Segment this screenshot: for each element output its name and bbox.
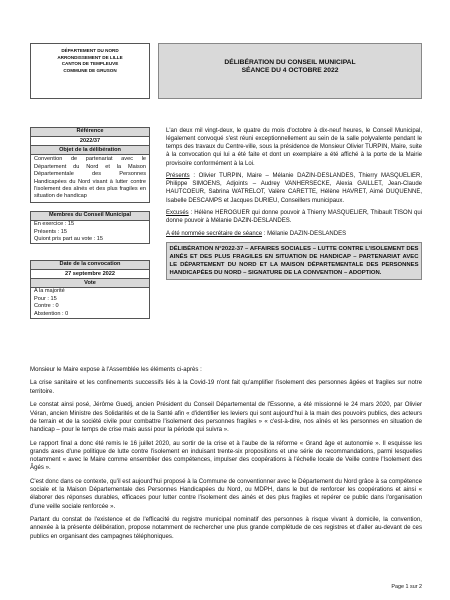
members-in-office: En exercice : 15 bbox=[34, 221, 75, 228]
members-caption: Membres du Conseil Municipal bbox=[31, 212, 149, 221]
reference-box bbox=[30, 127, 150, 203]
reference-caption: Référence bbox=[31, 128, 149, 137]
object-text: Convention de partenariat avec le Département du Nord et la Maison Départementale des Personnes Handicapées du Nord visant à lutter contre l'isolement des aînés et des plus fragiles en situation de handicap bbox=[34, 156, 146, 200]
excuses-paragraph bbox=[166, 209, 422, 225]
body-paragraph: Monsieur le Maire expose à l'Assemblée les éléments ci-après : bbox=[30, 366, 202, 373]
department-header-box bbox=[30, 43, 150, 99]
secretary-text: : Mélanie DAZIN-DESLANDES bbox=[262, 230, 347, 237]
convocation-caption: Date de la convocation bbox=[31, 261, 149, 270]
members-voting: Quiont pris part au vote : 15 bbox=[34, 235, 104, 242]
body-paragraph: Partant du constat de l'existence et de l'efficacité du registre municipal nominatif des personnes à risque vivant à domicile, la convention, annexée à la présente délibération, propose notamment de rechercher une plus grande complétude de ces registres et d'aller au-devant de ces publics en organisant des campagnes téléphoniques. bbox=[30, 516, 422, 540]
vote-abstention: Abstention : 0 bbox=[34, 310, 69, 317]
exposition-body bbox=[30, 366, 422, 546]
vote-majority: A la majorité bbox=[34, 288, 65, 295]
canton-line: CANTON DE TEMPLEUVE bbox=[61, 61, 119, 67]
convocation-date: 27 septembre 2022 bbox=[31, 270, 149, 279]
presents-text: : Olivier TURPIN, Maire – Mélanie DAZIN-DESLANDES, Thierry MASQUELIER, Philippe SIMOENS, Adjoints – Audrey VANHERSECKE, Alexia GAILLET, Jean-Claude HAUTCOEUR, Sabrina WATRELOT, Valère CARETTE, Hélène HAVRET, Aimé DUQUENNE, Isabelle DESCAMPS et Jacques DURIEU, Conseillers municipaux. bbox=[166, 173, 422, 204]
session-details bbox=[166, 127, 422, 280]
presents-label: Présents bbox=[166, 173, 190, 180]
members-box bbox=[30, 211, 150, 244]
vote-for: Pour : 15 bbox=[34, 295, 57, 302]
members-present: Présents : 15 bbox=[34, 228, 67, 235]
excuses-label: Excusés bbox=[166, 210, 189, 216]
deliberation-title-box: DÉLIBÉRATION N°2022-37 – AFFAIRES SOCIALES – LUTTE CONTRE L'ISOLEMENT DES AINÉS ET DES PLUS FRAGILES EN SITUATION DE HANDICAP – PARTENARIAT AVEC LE DÉPARTEMENT DU NORD ET LA MAISON DÉPARTEMENTALE DES PERSONNES HANDICAPÉES DU NORD – SIGNATURE DE LA CONVENTION – ADOPTION. bbox=[166, 242, 422, 280]
document-title: DÉLIBÉRATION DU CONSEIL MUNICIPAL bbox=[224, 59, 356, 66]
secretary-label: A été nommée secrétaire de séance bbox=[166, 230, 263, 237]
body-paragraph: La crise sanitaire et les confinements successifs liés à la Covid-19 n'ont fait qu'amplifier l'isolement des personnes âgées et fragiles sur notre territoire. bbox=[30, 379, 422, 395]
arrondissement-line: ARRONDISSEMENT DE LILLE bbox=[57, 54, 123, 60]
vote-against: Contre : 0 bbox=[34, 303, 59, 310]
body-paragraph: C'est donc dans ce contexte, qu'il est aujourd'hui proposé à la Commune de conventionner avec le Département du Nord grâce à sa compétence sociale et la Maison Départementale des Personnes Handicapées du Nord, ou MDPH, dans le but de renforcer les coopérations et ainsi « élaborer des réponses durables, efficaces pour lutter contre l'isolement des ainés et des plus fragiles et repérer ce public dans l'organisation d'une veille sociale renforcée ». bbox=[30, 477, 422, 510]
department-line: DÉPARTEMENT DU NORD bbox=[61, 48, 119, 53]
object-caption: Objet de la délibération bbox=[31, 146, 149, 155]
presents-paragraph bbox=[166, 172, 422, 205]
excuses-text: : Hélène HEROGUER qui donne pouvoir à Thierry MASQUELIER, Thibault TISON qui donne pouvoir à Mélanie DAZIN-DESLANDES. bbox=[166, 210, 422, 225]
title-box bbox=[158, 43, 422, 99]
reference-value: 2022/37 bbox=[31, 137, 149, 146]
convocation-box bbox=[30, 260, 150, 319]
page-number: Page 1 sur 2 bbox=[391, 584, 422, 590]
intro-paragraph: L'an deux mil vingt-deux, le quatre du mois d'octobre à dix-neuf heures, le Conseil Municipal, légalement convoqué s'est réuni exceptionnellement au sein de la salle polyvalente pendant le temps des travaux du Centre-ville, sous la présidence de Monsieur Olivier TURPIN, Maire, suite à la convocation qui lui a été faite et dont un exemplaire a été affiché à la porte de la Mairie provisoire conformément à la Loi. bbox=[166, 128, 422, 167]
secretary-paragraph bbox=[166, 230, 422, 238]
session-date: SÉANCE DU 4 OCTOBRE 2022 bbox=[241, 67, 339, 75]
vote-caption: Vote bbox=[31, 279, 149, 288]
body-paragraph: Le rapport final a donc été remis le 16 juillet 2020, au sortir de la crise et à l'aube de la réforme « Grand âge et autonomie ». Il esquisse les grands axes d'une politique de lutte contre l'isolement en induisant trente-six propositions et une série de recommandations, parmi lesquelles notamment « avec le Maire comme ensemblier des compétences, impulser des coopérations à l'échelle locale de Veille contre l'Isolement des Âgés ». bbox=[30, 439, 422, 472]
commune-line: COMMUNE DE GRUSON bbox=[63, 67, 117, 73]
body-paragraph: Le constat ainsi posé, Jérôme Guedj, ancien Président du Conseil Départemental de l'Essonne, a été missionné le 24 mars 2020, par Olivier Véran, ancien Ministre des Solidarités et de la Santé afin « d'identifier les leviers qui sont aujourd'hui à la main des pouvoirs publics, des acteurs de terrain et de la société civile pour combattre l'isolement des personnes fragiles » « c'est-à-dire, nos aînés et les personnes en situation de handicap – pour le temps de crise mais aussi pour la période qui suivra ». bbox=[30, 401, 422, 434]
